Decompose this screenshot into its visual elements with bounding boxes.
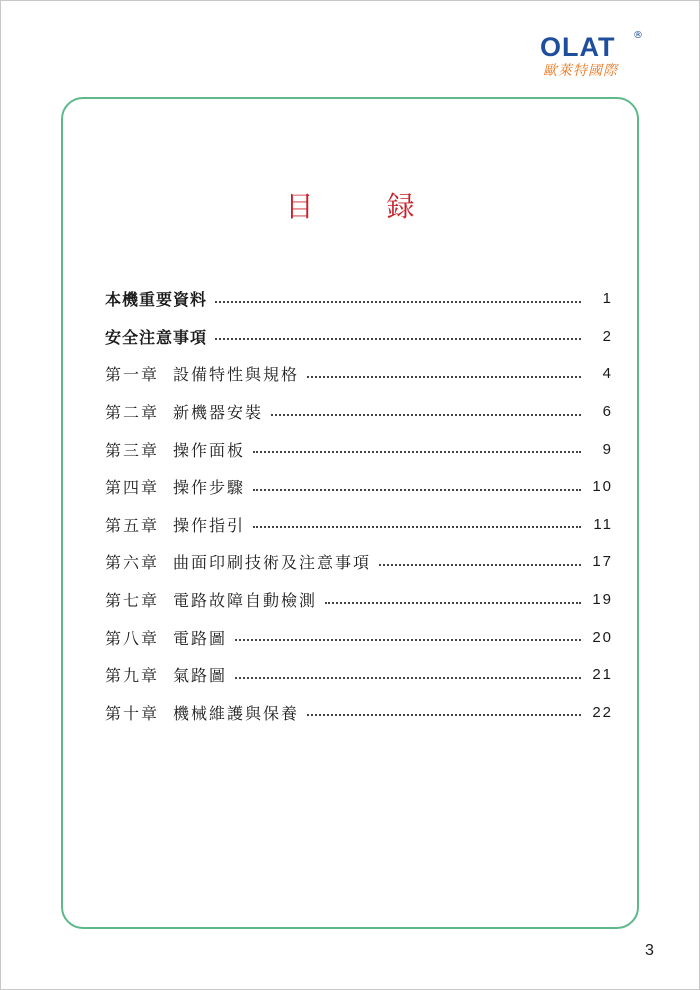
dot-leader: [307, 714, 581, 716]
dot-leader: [253, 489, 581, 491]
toc-entry-title: 電路圖: [173, 628, 228, 648]
dot-leader: [235, 639, 581, 641]
toc-entry-label: [105, 626, 227, 649]
toc-chapter-number: 第一章: [105, 365, 160, 385]
toc-entry-label: [105, 663, 227, 686]
toc-entry-title: 新機器安裝: [173, 403, 264, 423]
toc-entry-title: 曲面印刷技術及注意事項: [173, 553, 372, 573]
dot-leader: [379, 564, 581, 566]
dot-leader: [253, 526, 581, 528]
toc-entry[interactable]: [105, 430, 613, 468]
toc-entry[interactable]: [105, 280, 613, 318]
toc-entry-label: [105, 513, 245, 536]
toc-page-number: 11: [593, 515, 613, 533]
toc-chapter-number: 第六章: [105, 553, 160, 573]
toc-entry-label: [105, 362, 299, 385]
toc-entry-title: 安全注意事項: [105, 327, 208, 347]
toc-entry-title: 設備特性與規格: [173, 365, 300, 385]
toc-page-number: 17: [592, 553, 613, 571]
toc-page-number: 2: [602, 327, 613, 345]
dot-leader: [215, 338, 581, 340]
toc-entry-title: 操作指引: [173, 515, 246, 535]
toc-entry-label: [105, 287, 207, 310]
toc-entry-label: [105, 588, 317, 611]
toc-entry-title: 機械維護與保養: [173, 703, 300, 723]
toc-entry-label: [105, 438, 245, 461]
company-logo: [540, 32, 650, 82]
toc-page-number: 6: [602, 403, 613, 421]
logo-chinese-name: 歐萊特國際: [543, 63, 618, 79]
toc-entry[interactable]: [105, 581, 613, 619]
toc-entry-title: 氣路圖: [173, 666, 228, 686]
toc-chapter-number: 第九章: [105, 666, 160, 686]
toc-entry[interactable]: [105, 318, 613, 356]
toc-chapter-number: 第二章: [105, 403, 160, 423]
toc-chapter-number: 第八章: [105, 628, 160, 648]
toc-page-number: 21: [592, 666, 613, 684]
toc-entry-label: [105, 325, 207, 348]
toc-page-number: 19: [592, 591, 613, 609]
toc-entry[interactable]: [105, 506, 613, 544]
toc-entry-title: 電路故障自動檢測: [173, 591, 318, 611]
toc-chapter-number: 第七章: [105, 591, 160, 611]
registered-mark: ®: [633, 30, 643, 41]
toc-entry-title: 本機重要資料: [105, 290, 208, 310]
toc-page-number: 4: [602, 365, 613, 383]
toc-page-number: 10: [592, 478, 613, 496]
toc-entry-label: [105, 701, 299, 724]
toc-chapter-number: 第四章: [105, 478, 160, 498]
toc-entry[interactable]: [105, 468, 613, 506]
toc-page-number: 22: [592, 703, 613, 721]
toc-entry-title: 操作步驟: [173, 478, 246, 498]
dot-leader: [215, 301, 581, 303]
toc-entry[interactable]: [105, 543, 613, 581]
dot-leader: [253, 451, 581, 453]
toc-entry[interactable]: [105, 355, 613, 393]
toc-entry[interactable]: [105, 393, 613, 431]
toc-entry-label: [105, 475, 245, 498]
toc-page-number: 20: [592, 628, 613, 646]
toc-entry-title: 操作面板: [173, 440, 246, 460]
dot-leader: [325, 602, 581, 604]
dot-leader: [307, 376, 581, 378]
page-title: 目 録: [285, 190, 447, 223]
table-of-contents: [105, 280, 613, 731]
page-number: 3: [645, 942, 654, 959]
toc-entry-label: [105, 400, 263, 423]
toc-page-number: 9: [602, 440, 613, 458]
toc-entry[interactable]: [105, 694, 613, 732]
toc-entry-label: [105, 550, 371, 573]
dot-leader: [271, 414, 581, 416]
toc-entry[interactable]: [105, 618, 613, 656]
dot-leader: [235, 677, 581, 679]
toc-chapter-number: 第五章: [105, 515, 160, 535]
toc-page-number: 1: [602, 290, 613, 308]
logo-wordmark: OLAT: [540, 32, 616, 62]
toc-entry[interactable]: [105, 656, 613, 694]
toc-chapter-number: 第三章: [105, 440, 160, 460]
toc-chapter-number: 第十章: [105, 703, 160, 723]
